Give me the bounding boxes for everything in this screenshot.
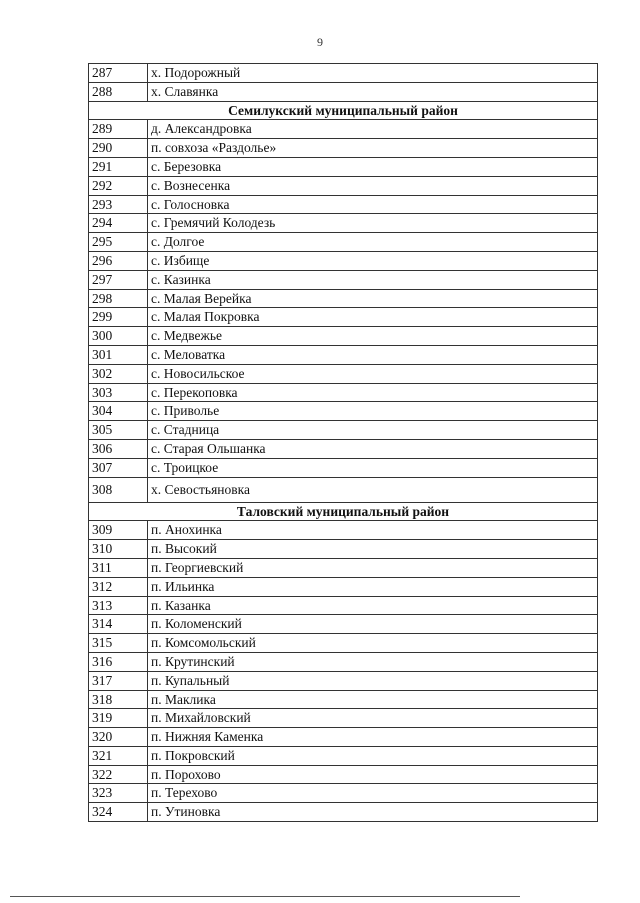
row-number: 297 <box>89 270 148 289</box>
settlement-name: с. Медвежье <box>148 327 598 346</box>
table-row <box>89 765 598 784</box>
table-row <box>89 139 598 158</box>
footer-divider <box>10 896 520 897</box>
section-heading-row <box>89 502 598 521</box>
settlement-name: п. Порохово <box>148 765 598 784</box>
row-number: 319 <box>89 709 148 728</box>
section-heading-row <box>89 101 598 120</box>
row-number: 321 <box>89 746 148 765</box>
settlement-name: п. Крутинский <box>148 652 598 671</box>
table-row <box>89 728 598 747</box>
settlement-name: п. Терехово <box>148 784 598 803</box>
settlement-name: х. Севостьяновка <box>148 477 598 502</box>
row-number: 306 <box>89 439 148 458</box>
settlement-name: с. Старая Ольшанка <box>148 439 598 458</box>
table-row <box>89 709 598 728</box>
table-row <box>89 784 598 803</box>
settlement-name: с. Долгое <box>148 233 598 252</box>
settlement-name: п. совхоза «Раздолье» <box>148 139 598 158</box>
row-number: 294 <box>89 214 148 233</box>
row-number: 316 <box>89 652 148 671</box>
table-row <box>89 803 598 822</box>
row-number: 308 <box>89 477 148 502</box>
row-number: 309 <box>89 521 148 540</box>
settlement-name: с. Вознесенка <box>148 176 598 195</box>
settlement-name: п. Георгиевский <box>148 558 598 577</box>
row-number: 304 <box>89 402 148 421</box>
settlements-table-body <box>89 64 598 822</box>
row-number: 312 <box>89 577 148 596</box>
row-number: 317 <box>89 671 148 690</box>
row-number: 305 <box>89 421 148 440</box>
table-row <box>89 64 598 83</box>
table-row <box>89 634 598 653</box>
section-heading: Таловский муниципальный район <box>89 502 598 521</box>
row-number: 299 <box>89 308 148 327</box>
table-row <box>89 746 598 765</box>
settlement-name: с. Новосильское <box>148 364 598 383</box>
table-row <box>89 251 598 270</box>
table-row <box>89 477 598 502</box>
settlement-name: п. Маклика <box>148 690 598 709</box>
settlement-name: с. Перекоповка <box>148 383 598 402</box>
row-number: 289 <box>89 120 148 139</box>
row-number: 301 <box>89 345 148 364</box>
settlement-name: с. Приволье <box>148 402 598 421</box>
row-number: 315 <box>89 634 148 653</box>
table-row <box>89 671 598 690</box>
table-row <box>89 157 598 176</box>
row-number: 307 <box>89 458 148 477</box>
table-row <box>89 421 598 440</box>
table-row <box>89 439 598 458</box>
table-row <box>89 327 598 346</box>
table-row <box>89 402 598 421</box>
page-number: 9 <box>317 35 323 49</box>
row-number: 303 <box>89 383 148 402</box>
settlement-name: с. Березовка <box>148 157 598 176</box>
settlements-table <box>88 63 598 822</box>
settlement-name: п. Нижняя Каменка <box>148 728 598 747</box>
settlement-name: п. Михайловский <box>148 709 598 728</box>
table-row <box>89 558 598 577</box>
table-row <box>89 615 598 634</box>
table-row <box>89 289 598 308</box>
row-number: 290 <box>89 139 148 158</box>
table-row <box>89 82 598 101</box>
settlement-name: х. Подорожный <box>148 64 598 83</box>
settlement-name: п. Купальный <box>148 671 598 690</box>
table-row <box>89 308 598 327</box>
table-row <box>89 458 598 477</box>
table-row <box>89 690 598 709</box>
settlement-name: с. Избище <box>148 251 598 270</box>
settlement-name: д. Александровка <box>148 120 598 139</box>
settlement-name: п. Утиновка <box>148 803 598 822</box>
row-number: 320 <box>89 728 148 747</box>
row-number: 314 <box>89 615 148 634</box>
row-number: 310 <box>89 540 148 559</box>
table-row <box>89 596 598 615</box>
section-heading: Семилукский муниципальный район <box>89 101 598 120</box>
settlement-name: с. Стадница <box>148 421 598 440</box>
row-number: 323 <box>89 784 148 803</box>
table-row <box>89 577 598 596</box>
settlement-name: с. Голосновка <box>148 195 598 214</box>
settlement-name: п. Казанка <box>148 596 598 615</box>
settlement-name: с. Меловатка <box>148 345 598 364</box>
settlement-name: п. Ильинка <box>148 577 598 596</box>
row-number: 311 <box>89 558 148 577</box>
table-row <box>89 345 598 364</box>
settlement-name: с. Малая Покровка <box>148 308 598 327</box>
settlement-name: п. Покровский <box>148 746 598 765</box>
settlement-name: х. Славянка <box>148 82 598 101</box>
row-number: 300 <box>89 327 148 346</box>
row-number: 298 <box>89 289 148 308</box>
settlement-name: с. Троицкое <box>148 458 598 477</box>
settlement-name: с. Гремячий Колодезь <box>148 214 598 233</box>
settlement-name: п. Комсомольский <box>148 634 598 653</box>
row-number: 302 <box>89 364 148 383</box>
row-number: 324 <box>89 803 148 822</box>
row-number: 295 <box>89 233 148 252</box>
table-row <box>89 120 598 139</box>
table-row <box>89 214 598 233</box>
row-number: 293 <box>89 195 148 214</box>
table-row <box>89 233 598 252</box>
table-row <box>89 364 598 383</box>
table-row <box>89 195 598 214</box>
table-row <box>89 652 598 671</box>
table-row <box>89 383 598 402</box>
settlement-name: с. Малая Верейка <box>148 289 598 308</box>
table-row <box>89 540 598 559</box>
row-number: 288 <box>89 82 148 101</box>
settlement-name: п. Анохинка <box>148 521 598 540</box>
row-number: 313 <box>89 596 148 615</box>
settlement-name: п. Коломенский <box>148 615 598 634</box>
row-number: 296 <box>89 251 148 270</box>
table-row <box>89 270 598 289</box>
table-row <box>89 521 598 540</box>
row-number: 291 <box>89 157 148 176</box>
table-row <box>89 176 598 195</box>
row-number: 318 <box>89 690 148 709</box>
settlement-name: п. Высокий <box>148 540 598 559</box>
row-number: 322 <box>89 765 148 784</box>
row-number: 292 <box>89 176 148 195</box>
settlement-name: с. Казинка <box>148 270 598 289</box>
row-number: 287 <box>89 64 148 83</box>
